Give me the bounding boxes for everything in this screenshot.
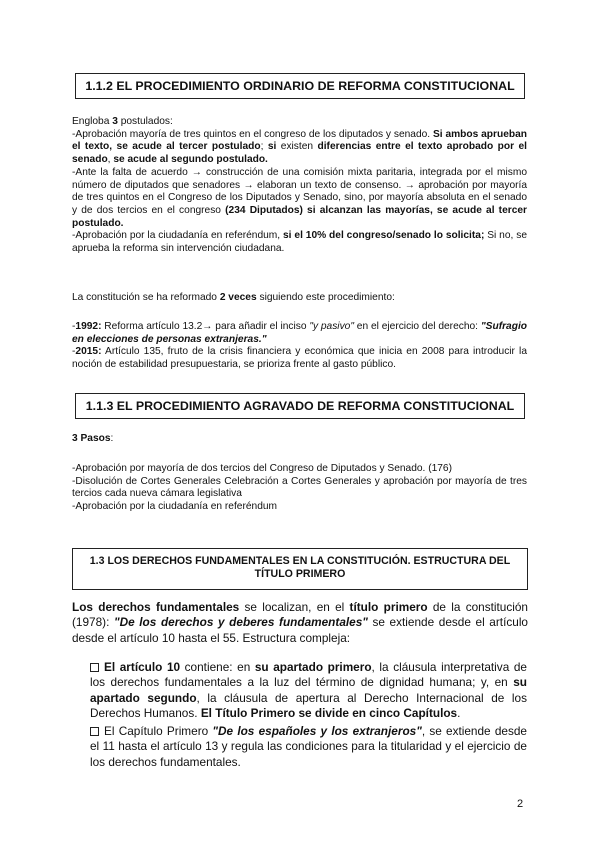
page-number: 2	[517, 798, 524, 810]
fundamental-rights-intro: Los derechos fundamentales se localizan, en el título primero de la constitución (1978): "De los derechos y deberes fundamentales" se extiende desde el artículo desde el artículo 10 hasta el 55. Estructura compleja:	[72, 600, 528, 645]
postulate-3: -Aprobación por la ciudadanía en referéndum, si el 10% del congreso/senado lo solicita; Si no, se aprueba la reforma sin intervención ciudadana.	[72, 230, 527, 255]
section-heading-ordinary-reform: 1.1.2 EL PROCEDIMIENTO ORDINARIO DE REFORMA CONSTITUCIONAL	[75, 73, 525, 99]
step-1: -Aprobación por mayoría de dos tercios del Congreso de Diputados y Senado. (176)	[72, 463, 452, 474]
list-item-chapter-1: El Capítulo Primero "De los españoles y los extranjeros", se extiende desde el 11 hasta el artículo 13 y regula las condiciones para la titularidad y el ejercicio de los derechos fundamentales.	[90, 724, 527, 769]
list-item-article-10: El artículo 10 contiene: en su apartado primero, la cláusula interpretativa de los derechos fundamentales a la luz del término de dignidad humana; y, en su apartado segundo, la cláusula de apertura al Derecho Internacional de los Derechos Humanos. El Título Primero se divide en cinco Capítulos.	[90, 660, 527, 720]
aggravated-steps	[72, 463, 527, 514]
reform-2015: -2015: Artículo 135, fruto de la crisis financiera y económica que inicia en 2008 para introducir la noción de estabilidad presupuestaria, se prioriza frente al gasto público.	[72, 346, 527, 371]
step-2: -Disolución de Cortes Generales Celebración a Cortes Generales y aprobación por mayoría de tres tercios cada nueva cámara legislativa	[72, 475, 527, 500]
section-heading-aggravated-reform: 1.1.3 EL PROCEDIMIENTO AGRAVADO DE REFORMA CONSTITUCIONAL	[75, 393, 525, 419]
section-heading-fundamental-rights: 1.3 LOS DERECHOS FUNDAMENTALES EN LA CONSTITUCIÓN. ESTRUCTURA DEL TÍTULO PRIMERO	[72, 548, 528, 590]
postulates-intro: Engloba 3 postulados:	[72, 116, 173, 127]
postulate-1: -Aprobación mayoría de tres quintos en el congreso de los diputados y senado. Si ambos aprueban el texto, se acude al tercer postulado; si existen diferencias entre el texto aprobado por el senado, se acude al segundo postulado.	[72, 128, 527, 166]
steps-label: 3 Pasos:	[72, 433, 114, 444]
ordinary-reform-body	[72, 116, 527, 256]
reform-count-text: La constitución se ha reformado 2 veces siguiendo este procedimiento:	[72, 292, 395, 303]
reform-history	[72, 321, 527, 372]
step-3: -Aprobación por la ciudadanía en referéndum	[72, 501, 278, 513]
reform-1992: -1992: Reforma artículo 13.2→ para añadir el inciso "y pasivo" en el ejercicio del derecho: "Sufragio en elecciones de personas extranjeras."	[72, 321, 527, 345]
checkbox-icon	[90, 663, 99, 672]
checkbox-icon	[90, 727, 99, 736]
postulate-2: -Ante la falta de acuerdo → construcción de una comisión mixta paritaria, integrada por el mismo número de diputados que senadores → elaboran un texto de consenso. → aprobación por mayoría de tres quintos en el Congreso de los Diputados y Senado, sino, por mayoría absoluta en el senado y de dos tercios en el congreso (234 Diputados) si alcanzan las mayorías, se acude al tercer postulado.	[72, 166, 527, 229]
